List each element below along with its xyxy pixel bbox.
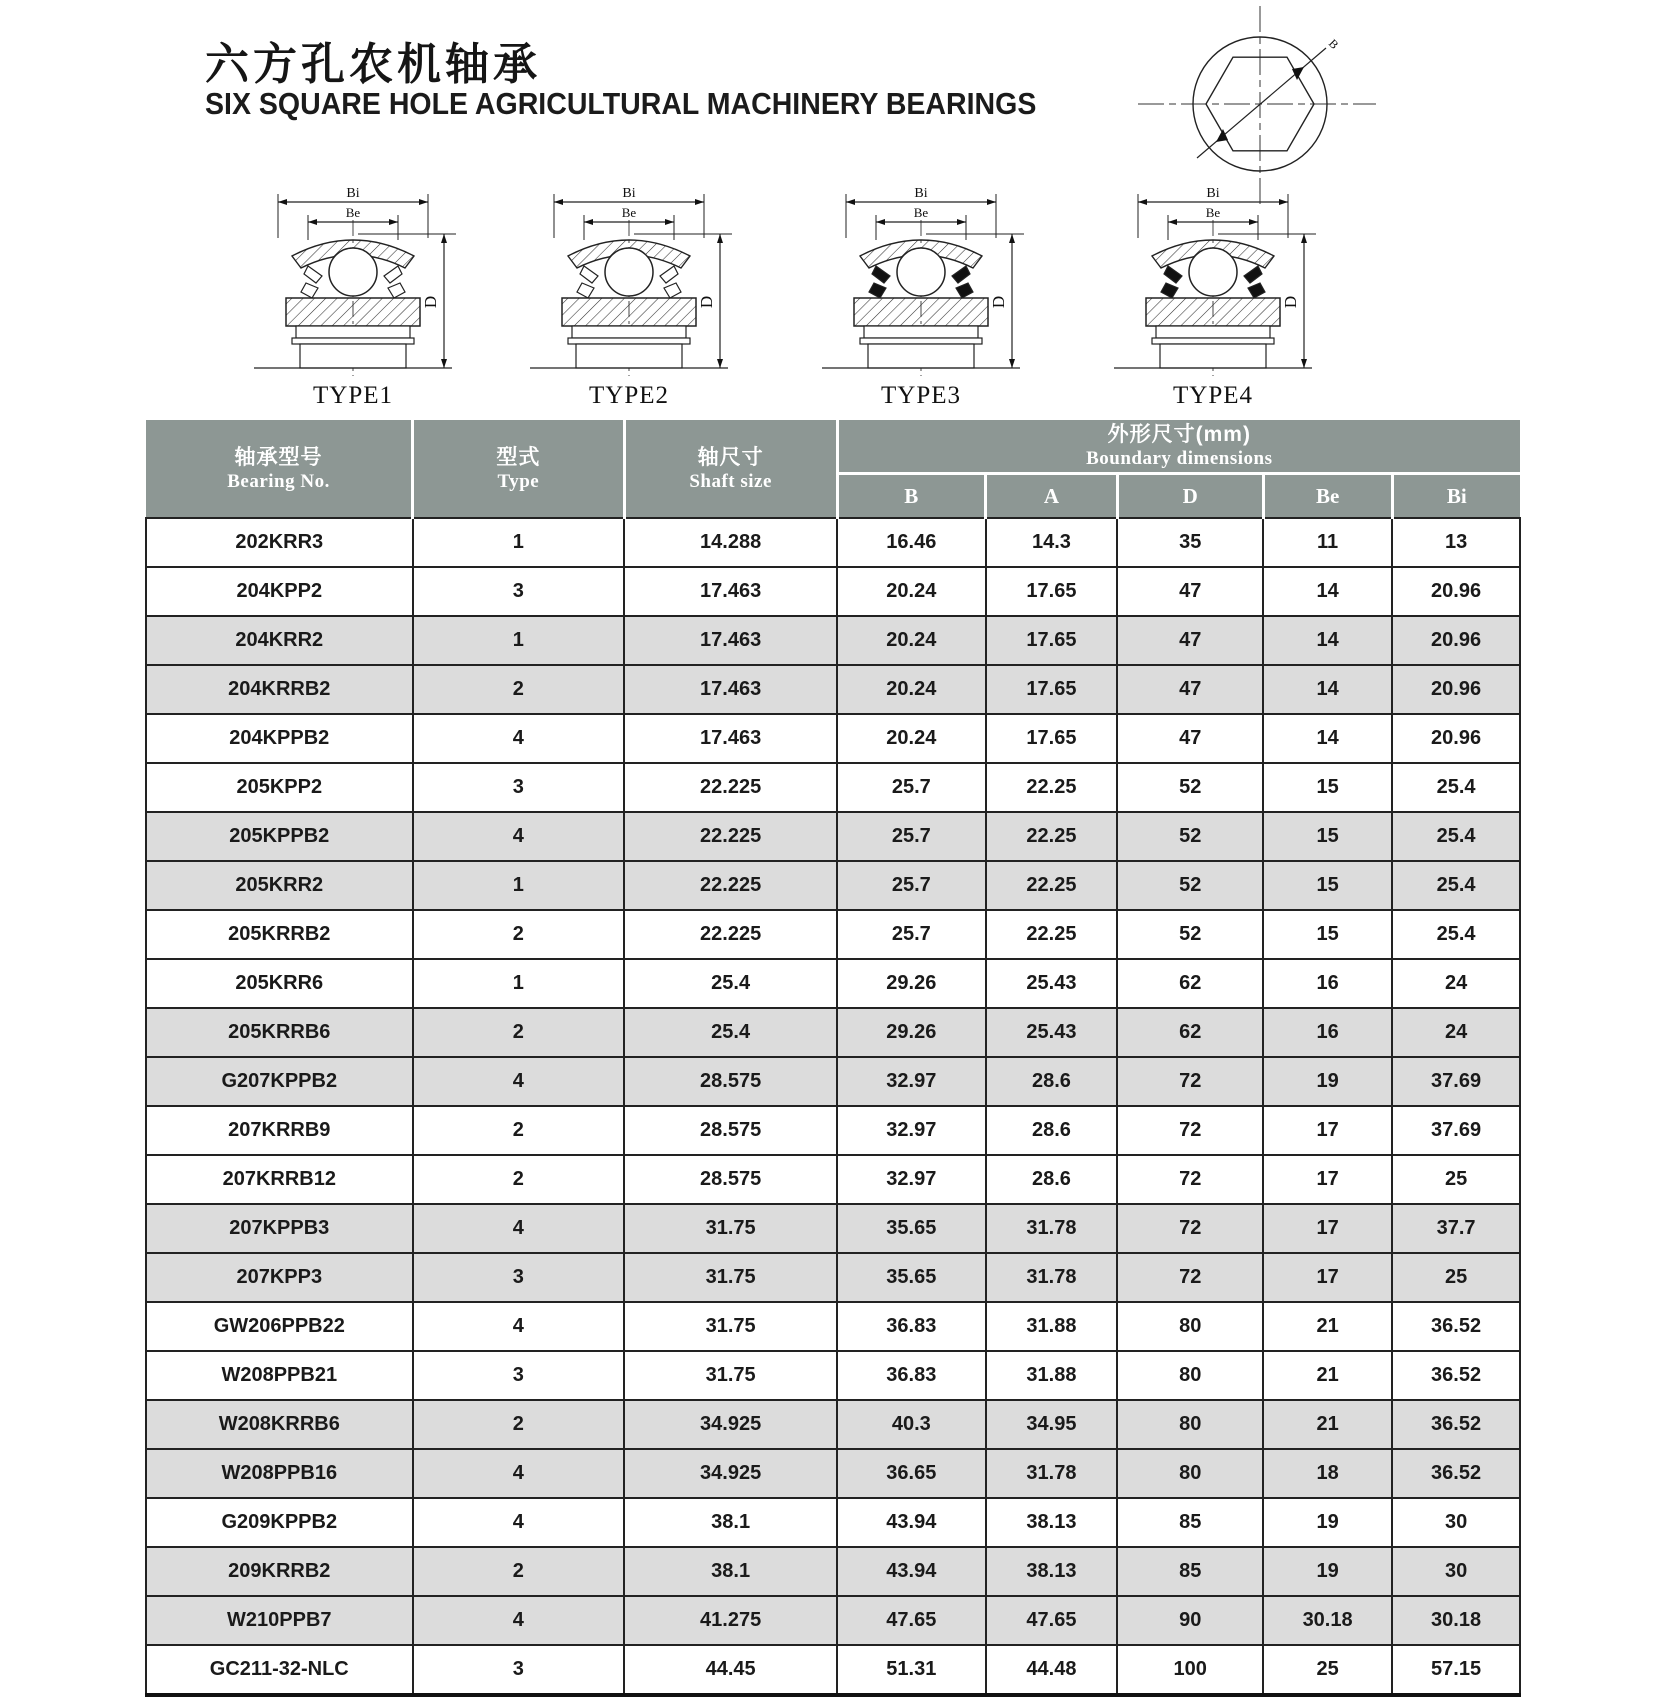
value-cell: 35.65: [837, 1253, 985, 1302]
value-cell: 14: [1263, 616, 1392, 665]
value-cell: 36.83: [837, 1302, 985, 1351]
value-cell: 25.7: [837, 812, 985, 861]
value-cell: 85: [1117, 1498, 1263, 1547]
table-row: [146, 1253, 1520, 1302]
table-row: [146, 1008, 1520, 1057]
value-cell: 29.26: [837, 959, 985, 1008]
col-header-type-cn: 型式: [496, 445, 541, 469]
bearing-diagram-type2: [514, 182, 744, 412]
col-header-bi: Bi: [1392, 474, 1520, 519]
dim-label-d: D: [1281, 295, 1300, 309]
table-body: [146, 518, 1520, 1695]
table-row: [146, 616, 1520, 665]
value-cell: 16.46: [837, 518, 985, 567]
value-cell: 1: [413, 959, 625, 1008]
value-cell: 37.69: [1392, 1057, 1520, 1106]
value-cell: 19: [1263, 1057, 1392, 1106]
table-row: [146, 1645, 1520, 1695]
value-cell: 36.52: [1392, 1351, 1520, 1400]
value-cell: 17: [1263, 1253, 1392, 1302]
value-cell: 20.24: [837, 616, 985, 665]
value-cell: 17.463: [624, 714, 837, 763]
value-cell: 2: [413, 1400, 625, 1449]
value-cell: 20.96: [1392, 665, 1520, 714]
value-cell: 3: [413, 1351, 625, 1400]
dim-label-be: Be: [345, 205, 361, 220]
table-row: [146, 1204, 1520, 1253]
value-cell: 51.31: [837, 1645, 985, 1695]
dim-label-d: D: [697, 295, 716, 309]
value-cell: 17: [1263, 1106, 1392, 1155]
col-header-bearing-no-en: Bearing No.: [227, 470, 330, 492]
table-row: [146, 1498, 1520, 1547]
value-cell: 17.463: [624, 616, 837, 665]
value-cell: 16: [1263, 1008, 1392, 1057]
col-header-boundary-cn: 外形尺寸(mm): [1107, 423, 1251, 446]
value-cell: 72: [1117, 1253, 1263, 1302]
bearing-no-cell: W208KRRB6: [146, 1400, 413, 1449]
value-cell: 38.1: [624, 1547, 837, 1596]
value-cell: 19: [1263, 1498, 1392, 1547]
value-cell: 30.18: [1263, 1596, 1392, 1645]
value-cell: 31.75: [624, 1253, 837, 1302]
value-cell: 80: [1117, 1351, 1263, 1400]
dim-label-bi: Bi: [622, 186, 636, 201]
value-cell: 31.75: [624, 1302, 837, 1351]
table-row: [146, 665, 1520, 714]
table-row: [146, 1449, 1520, 1498]
table-row: [146, 1106, 1520, 1155]
bearing-no-cell: 205KRR2: [146, 861, 413, 910]
value-cell: 17: [1263, 1204, 1392, 1253]
value-cell: 35: [1117, 518, 1263, 567]
value-cell: 32.97: [837, 1057, 985, 1106]
hex-dim-label: B: [1325, 36, 1342, 52]
table-row: [146, 861, 1520, 910]
value-cell: 20.24: [837, 714, 985, 763]
value-cell: 72: [1117, 1057, 1263, 1106]
value-cell: 28.6: [986, 1106, 1118, 1155]
bearing-no-cell: 205KRR6: [146, 959, 413, 1008]
value-cell: 80: [1117, 1400, 1263, 1449]
bearing-no-cell: 202KRR3: [146, 518, 413, 567]
bearing-cross-section: [514, 182, 744, 380]
bearing-no-cell: W208PPB21: [146, 1351, 413, 1400]
value-cell: 2: [413, 910, 625, 959]
value-cell: 25.4: [1392, 910, 1520, 959]
bearing-cross-section: [1098, 182, 1328, 380]
table-row: [146, 1057, 1520, 1106]
value-cell: 4: [413, 1204, 625, 1253]
value-cell: 20.96: [1392, 714, 1520, 763]
value-cell: 72: [1117, 1155, 1263, 1204]
value-cell: 4: [413, 1057, 625, 1106]
table-row: [146, 1155, 1520, 1204]
value-cell: 25.4: [1392, 812, 1520, 861]
bearing-no-cell: 207KPP3: [146, 1253, 413, 1302]
value-cell: 25.7: [837, 763, 985, 812]
hex-hole-diagram: [1124, 4, 1398, 208]
type-label: TYPE1: [313, 382, 393, 409]
value-cell: 1: [413, 616, 625, 665]
value-cell: 22.225: [624, 910, 837, 959]
value-cell: 2: [413, 1547, 625, 1596]
bearing-no-cell: GW206PPB22: [146, 1302, 413, 1351]
bearing-no-cell: 204KPPB2: [146, 714, 413, 763]
table-row: [146, 910, 1520, 959]
value-cell: 20.96: [1392, 616, 1520, 665]
value-cell: 52: [1117, 910, 1263, 959]
dim-label-be: Be: [1205, 205, 1221, 220]
value-cell: 22.25: [986, 763, 1118, 812]
value-cell: 57.15: [1392, 1645, 1520, 1695]
value-cell: 22.225: [624, 812, 837, 861]
value-cell: 4: [413, 812, 625, 861]
value-cell: 62: [1117, 959, 1263, 1008]
col-header-a: A: [986, 474, 1118, 519]
value-cell: 25.4: [1392, 861, 1520, 910]
value-cell: 25.7: [837, 861, 985, 910]
value-cell: 44.48: [986, 1645, 1118, 1695]
value-cell: 25.43: [986, 1008, 1118, 1057]
value-cell: 3: [413, 1253, 625, 1302]
col-header-boundary-dimensions: [837, 420, 1520, 474]
value-cell: 31.78: [986, 1204, 1118, 1253]
value-cell: 15: [1263, 861, 1392, 910]
bearing-no-cell: W210PPB7: [146, 1596, 413, 1645]
value-cell: 25.4: [624, 1008, 837, 1057]
col-header-type: [413, 420, 625, 518]
col-header-b: B: [837, 474, 985, 519]
value-cell: 2: [413, 665, 625, 714]
value-cell: 47.65: [837, 1596, 985, 1645]
value-cell: 47: [1117, 616, 1263, 665]
dim-label-d: D: [421, 295, 440, 309]
value-cell: 25: [1392, 1155, 1520, 1204]
value-cell: 4: [413, 1498, 625, 1547]
col-header-bearing-no-cn: 轴承型号: [234, 445, 323, 469]
value-cell: 31.78: [986, 1253, 1118, 1302]
value-cell: 62: [1117, 1008, 1263, 1057]
value-cell: 3: [413, 763, 625, 812]
value-cell: 14.3: [986, 518, 1118, 567]
value-cell: 20.96: [1392, 567, 1520, 616]
value-cell: 30.18: [1392, 1596, 1520, 1645]
table-row: [146, 714, 1520, 763]
value-cell: 3: [413, 1645, 625, 1695]
dim-label-bi: Bi: [346, 186, 360, 201]
value-cell: 28.6: [986, 1057, 1118, 1106]
value-cell: 28.575: [624, 1057, 837, 1106]
value-cell: 72: [1117, 1106, 1263, 1155]
value-cell: 25.4: [624, 959, 837, 1008]
value-cell: 31.78: [986, 1449, 1118, 1498]
table-row: [146, 1400, 1520, 1449]
bearing-diagram-type1: [238, 182, 468, 412]
value-cell: 36.52: [1392, 1449, 1520, 1498]
value-cell: 15: [1263, 812, 1392, 861]
value-cell: 17.463: [624, 665, 837, 714]
type-label: TYPE2: [589, 382, 669, 409]
value-cell: 22.25: [986, 812, 1118, 861]
value-cell: 35.65: [837, 1204, 985, 1253]
table-row: [146, 518, 1520, 567]
value-cell: 15: [1263, 763, 1392, 812]
bearing-no-cell: 205KRRB2: [146, 910, 413, 959]
value-cell: 28.575: [624, 1106, 837, 1155]
value-cell: 17: [1263, 1155, 1392, 1204]
type-label: TYPE4: [1173, 382, 1253, 409]
value-cell: 18: [1263, 1449, 1392, 1498]
value-cell: 2: [413, 1008, 625, 1057]
value-cell: 34.925: [624, 1400, 837, 1449]
value-cell: 37.7: [1392, 1204, 1520, 1253]
bearing-no-cell: 204KRR2: [146, 616, 413, 665]
value-cell: 52: [1117, 812, 1263, 861]
value-cell: 36.83: [837, 1351, 985, 1400]
bearing-diagram-type3: [806, 182, 1036, 412]
value-cell: 43.94: [837, 1498, 985, 1547]
value-cell: 41.275: [624, 1596, 837, 1645]
dim-label-be: Be: [621, 205, 637, 220]
value-cell: 13: [1392, 518, 1520, 567]
value-cell: 17.65: [986, 567, 1118, 616]
value-cell: 52: [1117, 861, 1263, 910]
value-cell: 24: [1392, 959, 1520, 1008]
value-cell: 25.4: [1392, 763, 1520, 812]
value-cell: 4: [413, 1449, 625, 1498]
col-header-shaft-en: Shaft size: [689, 470, 772, 492]
value-cell: 28.6: [986, 1155, 1118, 1204]
value-cell: 80: [1117, 1302, 1263, 1351]
bearing-no-cell: 207KRRB12: [146, 1155, 413, 1204]
bearing-no-cell: 209KRRB2: [146, 1547, 413, 1596]
value-cell: 29.26: [837, 1008, 985, 1057]
dim-label-d: D: [989, 295, 1008, 309]
bearing-no-cell: 207KRRB9: [146, 1106, 413, 1155]
value-cell: 2: [413, 1106, 625, 1155]
value-cell: 90: [1117, 1596, 1263, 1645]
value-cell: 17.463: [624, 567, 837, 616]
value-cell: 37.69: [1392, 1106, 1520, 1155]
value-cell: 14: [1263, 665, 1392, 714]
value-cell: 4: [413, 1596, 625, 1645]
value-cell: 24: [1392, 1008, 1520, 1057]
value-cell: 100: [1117, 1645, 1263, 1695]
table-row: [146, 1302, 1520, 1351]
value-cell: 25.43: [986, 959, 1118, 1008]
value-cell: 47: [1117, 714, 1263, 763]
value-cell: 38.13: [986, 1498, 1118, 1547]
col-header-be: Be: [1263, 474, 1392, 519]
dim-label-bi: Bi: [1206, 186, 1220, 201]
value-cell: 15: [1263, 910, 1392, 959]
bearing-no-cell: 207KPPB3: [146, 1204, 413, 1253]
value-cell: 17.65: [986, 616, 1118, 665]
value-cell: 31.88: [986, 1302, 1118, 1351]
value-cell: 22.225: [624, 763, 837, 812]
value-cell: 21: [1263, 1400, 1392, 1449]
value-cell: 28.575: [624, 1155, 837, 1204]
dim-label-bi: Bi: [914, 186, 928, 201]
col-header-boundary-en: Boundary dimensions: [1086, 448, 1273, 469]
value-cell: 36.65: [837, 1449, 985, 1498]
value-cell: 36.52: [1392, 1302, 1520, 1351]
value-cell: 4: [413, 1302, 625, 1351]
col-header-type-en: Type: [497, 470, 540, 492]
value-cell: 52: [1117, 763, 1263, 812]
value-cell: 72: [1117, 1204, 1263, 1253]
value-cell: 40.3: [837, 1400, 985, 1449]
value-cell: 32.97: [837, 1106, 985, 1155]
value-cell: 25: [1392, 1253, 1520, 1302]
value-cell: 31.75: [624, 1351, 837, 1400]
value-cell: 47: [1117, 665, 1263, 714]
col-header-d: D: [1117, 474, 1263, 519]
bearing-no-cell: GC211-32-NLC: [146, 1645, 413, 1695]
col-header-bearing-no: [146, 420, 413, 518]
value-cell: 22.25: [986, 861, 1118, 910]
value-cell: 25.7: [837, 910, 985, 959]
table-row: [146, 1351, 1520, 1400]
value-cell: 21: [1263, 1351, 1392, 1400]
col-header-shaft-size: [624, 420, 837, 518]
value-cell: 1: [413, 861, 625, 910]
table-row: [146, 1596, 1520, 1645]
type-label: TYPE3: [881, 382, 961, 409]
bearing-no-cell: G207KPPB2: [146, 1057, 413, 1106]
value-cell: 31.88: [986, 1351, 1118, 1400]
page-title-chinese: 六方孔农机轴承: [205, 40, 541, 89]
table-row: [146, 567, 1520, 616]
value-cell: 47.65: [986, 1596, 1118, 1645]
table-row: [146, 763, 1520, 812]
value-cell: 85: [1117, 1547, 1263, 1596]
value-cell: 31.75: [624, 1204, 837, 1253]
value-cell: 20.24: [837, 567, 985, 616]
value-cell: 3: [413, 567, 625, 616]
value-cell: 38.13: [986, 1547, 1118, 1596]
value-cell: 47: [1117, 567, 1263, 616]
value-cell: 11: [1263, 518, 1392, 567]
value-cell: 14: [1263, 567, 1392, 616]
bearing-no-cell: 205KRRB6: [146, 1008, 413, 1057]
bearing-no-cell: 205KPP2: [146, 763, 413, 812]
bearing-no-cell: 204KRRB2: [146, 665, 413, 714]
value-cell: 25: [1263, 1645, 1392, 1695]
bearing-cross-section: [238, 182, 468, 380]
value-cell: 34.95: [986, 1400, 1118, 1449]
bearing-cross-section: [806, 182, 1036, 380]
value-cell: 30: [1392, 1498, 1520, 1547]
table-row: [146, 812, 1520, 861]
bearings-table-wrap: [145, 420, 1521, 1697]
value-cell: 22.25: [986, 910, 1118, 959]
value-cell: 43.94: [837, 1547, 985, 1596]
dim-label-be: Be: [913, 205, 929, 220]
table-row: [146, 1547, 1520, 1596]
value-cell: 22.225: [624, 861, 837, 910]
bearing-diagram-type4: [1098, 182, 1328, 412]
col-header-shaft-cn: 轴尺寸: [697, 445, 764, 469]
bearings-table: [145, 420, 1521, 1697]
bearing-no-cell: 204KPP2: [146, 567, 413, 616]
value-cell: 20.24: [837, 665, 985, 714]
value-cell: 17.65: [986, 714, 1118, 763]
page-title-english: SIX SQUARE HOLE AGRICULTURAL MACHINERY BEARINGS: [205, 86, 1037, 121]
value-cell: 38.1: [624, 1498, 837, 1547]
value-cell: 17.65: [986, 665, 1118, 714]
value-cell: 14: [1263, 714, 1392, 763]
value-cell: 30: [1392, 1547, 1520, 1596]
value-cell: 44.45: [624, 1645, 837, 1695]
table-row: [146, 959, 1520, 1008]
value-cell: 4: [413, 714, 625, 763]
value-cell: 16: [1263, 959, 1392, 1008]
value-cell: 21: [1263, 1302, 1392, 1351]
value-cell: 32.97: [837, 1155, 985, 1204]
value-cell: 80: [1117, 1449, 1263, 1498]
value-cell: 14.288: [624, 518, 837, 567]
value-cell: 2: [413, 1155, 625, 1204]
value-cell: 1: [413, 518, 625, 567]
value-cell: 34.925: [624, 1449, 837, 1498]
value-cell: 36.52: [1392, 1400, 1520, 1449]
bearing-no-cell: G209KPPB2: [146, 1498, 413, 1547]
value-cell: 19: [1263, 1547, 1392, 1596]
bearing-no-cell: 205KPPB2: [146, 812, 413, 861]
bearing-no-cell: W208PPB16: [146, 1449, 413, 1498]
